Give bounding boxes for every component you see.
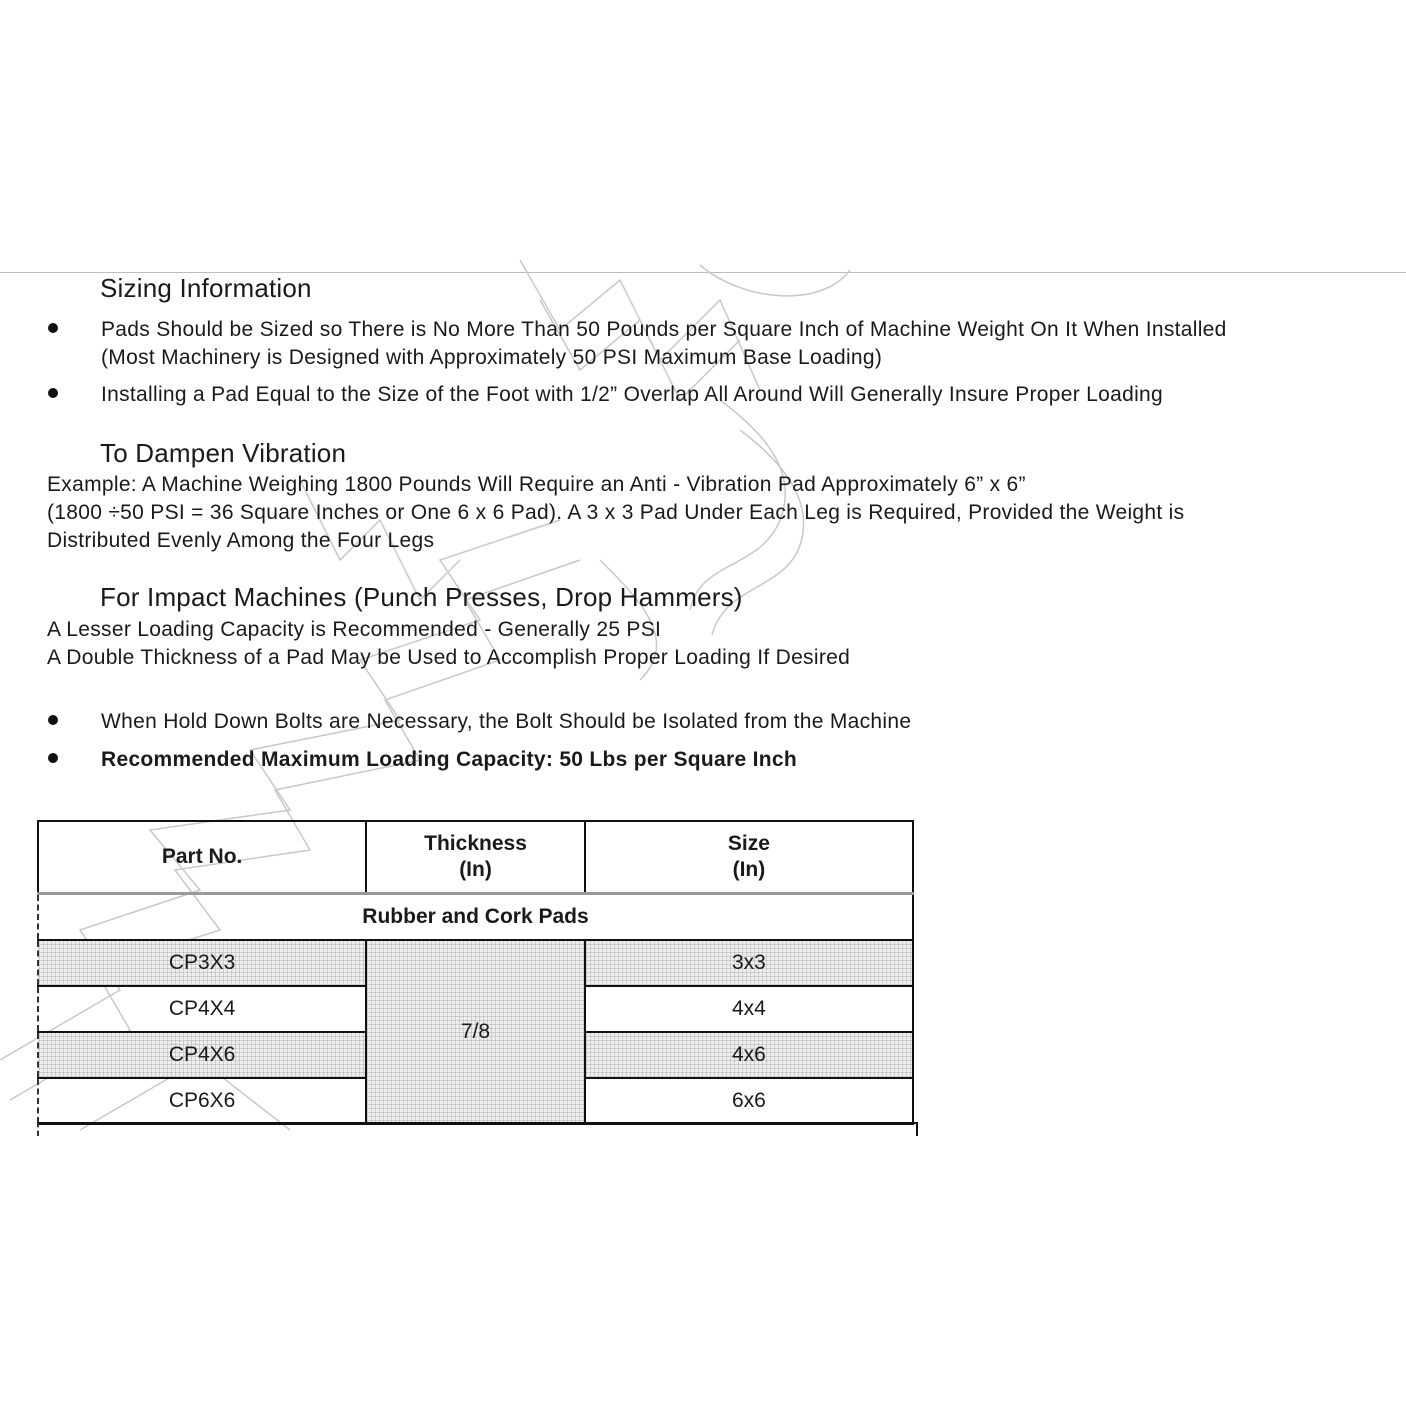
dampen-line-2: (1800 ÷50 PSI = 36 Square Inches or One 6 x 6 Pad). A 3 x 3 Pad Under Each Leg is Required, Provided the Weight is	[47, 501, 1185, 524]
sizing-bullet-1: Pads Should be Sized so There is No More Than 50 Pounds per Square Inch of Machine Weight On It When Installed	[101, 318, 1227, 341]
impact-line-1: A Lesser Loading Capacity is Recommended - Generally 25 PSI	[47, 618, 662, 641]
table-row	[38, 940, 913, 986]
part-cell: CP4X6	[38, 1032, 366, 1078]
part-cell: CP3X3	[38, 940, 366, 986]
note-bolts: When Hold Down Bolts are Necessary, the Bolt Should be Isolated from the Machine	[101, 710, 912, 733]
dampen-line-3: Distributed Evenly Among the Four Legs	[47, 529, 435, 552]
thickness-cell: 7/8	[366, 940, 585, 1124]
sizing-text-1	[101, 316, 1391, 372]
header-thickness-unit: (In)	[459, 858, 492, 881]
header-part-no: Part No.	[38, 821, 366, 894]
part-cell: CP4X4	[38, 986, 366, 1032]
dampen-text	[47, 471, 1347, 555]
size-cell: 6x6	[585, 1078, 913, 1124]
impact-heading: For Impact Machines (Punch Presses, Drop Hammers)	[100, 582, 743, 612]
table-group-row	[38, 894, 913, 941]
group-label: Rubber and Cork Pads	[38, 894, 913, 941]
size-cell: 4x6	[585, 1032, 913, 1078]
note-max-loading: Recommended Maximum Loading Capacity: 50 Lbs per Square Inch	[101, 748, 797, 771]
size-cell: 4x4	[585, 986, 913, 1032]
header-size-unit: (In)	[732, 858, 766, 881]
header-size-label: Size	[727, 832, 770, 855]
header-thickness-label: Thickness	[424, 832, 527, 855]
table-continuation	[37, 1122, 918, 1136]
sizing-heading: Sizing Information	[100, 273, 312, 303]
part-cell: CP6X6	[38, 1078, 366, 1124]
header-thickness	[366, 821, 585, 894]
size-cell: 3x3	[585, 940, 913, 986]
impact-line-2: A Double Thickness of a Pad May be Used to Accomplish Proper Loading If Desired	[47, 646, 851, 669]
bullet-icon	[48, 388, 58, 398]
impact-text	[47, 616, 1047, 672]
dampen-line-1: Example: A Machine Weighing 1800 Pounds Will Require an Anti - Vibration Pad Approximately 6” x 6”	[47, 473, 1026, 496]
table-header-row	[38, 821, 913, 894]
bullet-icon	[48, 753, 58, 763]
dampen-heading: To Dampen Vibration	[100, 438, 347, 468]
bullet-icon	[48, 323, 58, 333]
bullet-icon	[48, 715, 58, 725]
header-size	[585, 821, 913, 894]
sizing-bullet-1-cont: (Most Machinery is Designed with Approximately 50 PSI Maximum Base Loading)	[101, 346, 883, 369]
pad-spec-table	[37, 820, 914, 1125]
sizing-bullet-2: Installing a Pad Equal to the Size of the Foot with 1/2” Overlap All Around Will Generally Insure Proper Loading	[101, 383, 1164, 406]
